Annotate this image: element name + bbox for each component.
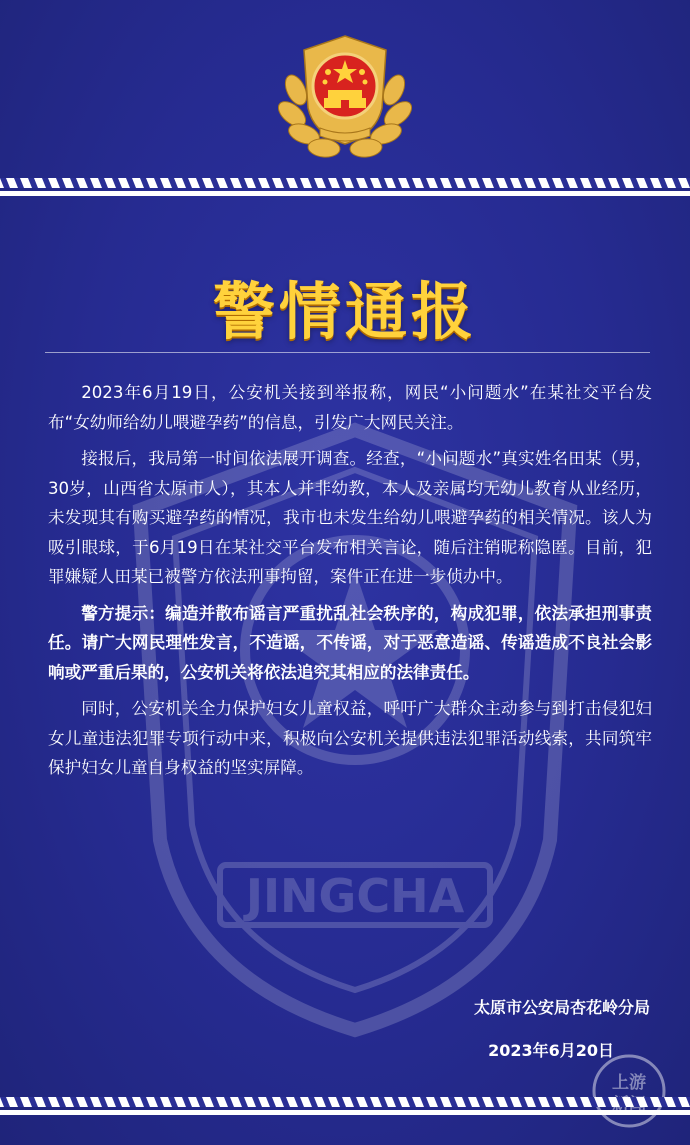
decorative-stripe-bottom [0, 1097, 690, 1119]
decorative-stripe-top [0, 178, 690, 200]
paragraph-investigation: 接报后，我局第一时间依法展开调查。经查，“小问题水”真实姓名田某（男，30岁，山西省太原市人），其本人并非幼教，本人及亲属均无幼儿教育从业经历，未发现其有购买避孕药的情况，我市也未发生给幼儿喂避孕药的相关情况。该人为吸引眼球，于6月19日在某社交平台发布相关言论，随后注销昵称隐匿。目前，犯罪嫌疑人田某已被警方依法刑事拘留，案件正在进一步侦办中。 [48, 449, 652, 586]
issue-date: 2023年6月20日 [488, 1041, 614, 1060]
paragraph-report: 2023年6月19日，公安机关接到举报称，网民“小问题水”在某社交平台发布“女幼师给幼儿喂避孕药”的信息，引发广大网民关注。 [48, 383, 652, 432]
notice-title: 警情通报 [212, 275, 477, 348]
watermark-text: JINGCHA [245, 869, 465, 923]
paragraph-appeal: 同时，公安机关全力保护妇女儿童权益，呼吁广大群众主动参与到打击侵犯妇女儿童违法犯罪专项行动中来，积极向公安机关提供违法犯罪活动线索，共同筑牢保护妇女儿童自身权益的坚实屏障。 [48, 699, 652, 777]
title-divider [45, 352, 650, 353]
issuer-signature: 太原市公安局杏花岭分局 [473, 998, 650, 1017]
stamp-text-top: 上游 [612, 1073, 646, 1093]
paragraph-police-warning: 警方提示：编造并散布谣言严重扰乱社会秩序的，构成犯罪，依法承担刑事责任。请广大网民理性发言，不造谣，不传谣，对于恶意造谣、传谣造成不良社会影响或严重后果的，公安机关将依法追究其相应的法律责任。 [48, 603, 652, 682]
notice-body [48, 378, 652, 790]
police-emblem-icon [278, 30, 412, 162]
